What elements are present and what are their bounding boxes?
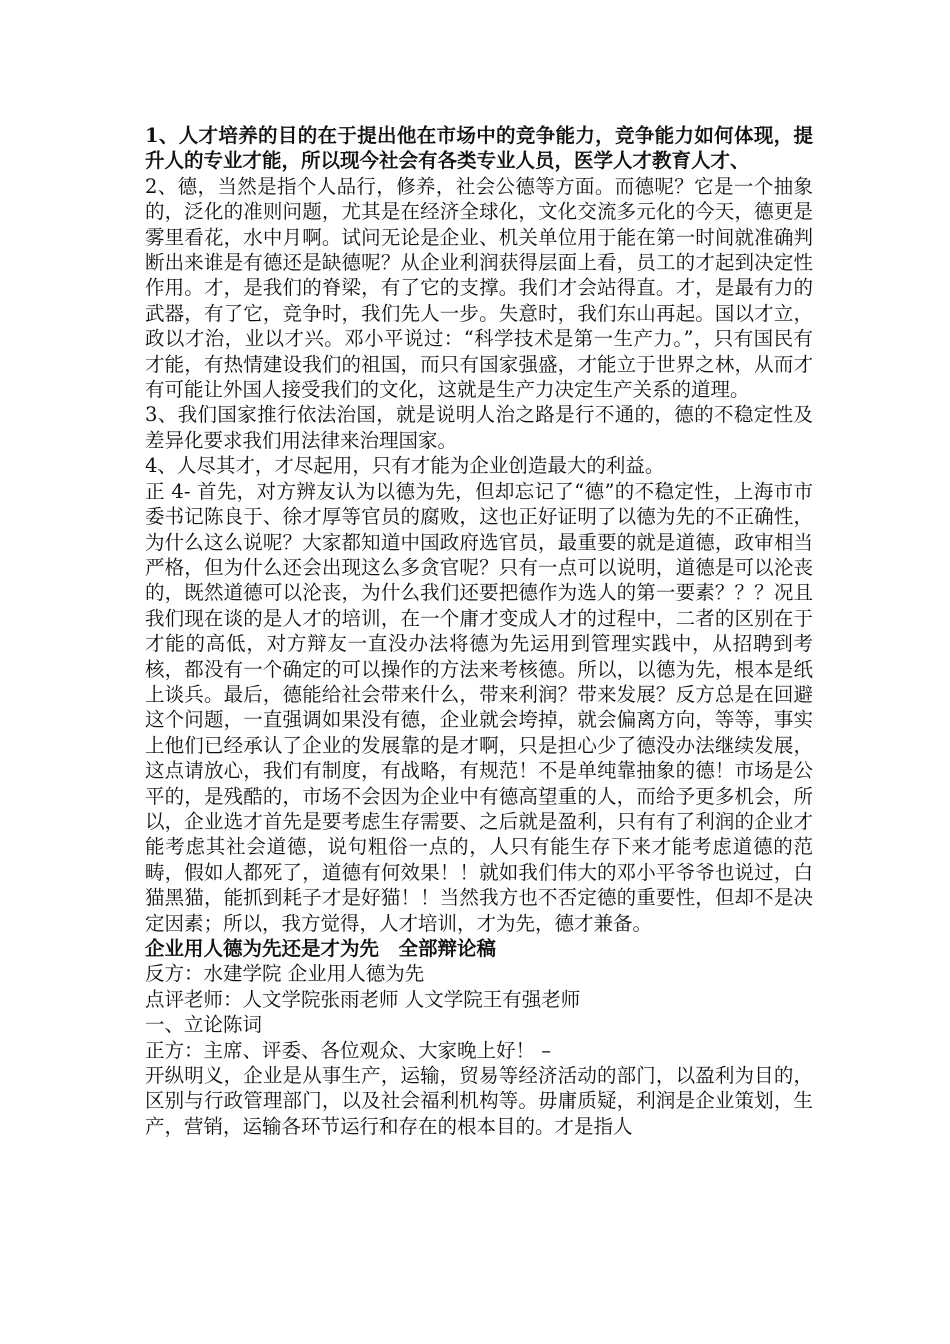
reviewers-line: 点评老师：人文学院张雨老师 人文学院王有强老师	[145, 987, 581, 1011]
opposing-side-line: 反方：水建学院 企业用人德为先	[145, 962, 425, 986]
paragraph-3: 3、我们国家推行依法治国，就是说明人治之路是行不通的，德的不稳定性及差异化要求我们用法律来治理国家。	[145, 403, 813, 452]
document-body	[145, 123, 813, 1139]
section-title: 企业用人德为先还是才为先 全部辩论稿	[145, 937, 497, 960]
subsection-heading: 一、立论陈词	[145, 1013, 263, 1037]
paragraph-1: 1、人才培养的目的在于提出他在市场中的竞争能力，竞争能力如何体现，提升人的专业才能，所以现今社会有各类专业人员，医学人才教育人才、	[145, 124, 813, 173]
paragraph-2: 2、德，当然是指个人品行，修养，社会公德等方面。而德呢？它是一个抽象的，泛化的准则问题，尤其是在经济全球化，文化交流多元化的今天，德更是雾里看花，水中月啊。试问无论是企业、机关单位用于能在第一时间就准确判断出来谁是有德还是缺德呢？从企业利润获得层面上看，员工的才起到决定性作用。才，是我们的脊梁，有了它的支撑。我们才会站得直。才，是最有力的武器，有了它，竞争时，我们先人一步。失意时，我们东山再起。国以才立，政以才治，业以才兴。邓小平说过：“科学技术是第一生产力。”，只有国民有才能，有热情建设我们的祖国，而只有国家强盛，才能立于世界之林，从而才有可能让外国人接受我们的文化，这就是生产力决定生产关系的道理。	[145, 174, 813, 402]
paragraph-4: 4、人尽其才，才尽起用，只有才能为企业创造最大的利益。	[145, 454, 665, 478]
greeting-line: 正方：主席、评委、各位观众、大家晚上好！ –	[145, 1038, 551, 1062]
paragraph-rebuttal: 正 4- 首先，对方辨友认为以德为先，但却忘记了“德”的不稳定性，上海市市委书记陈良于、徐才厚等官员的腐败，这也正好证明了以德为先的不正确性，为什么这么说呢？大家都知道中国政府选官员，最重要的就是道德，政审相当严格，但为什么还会出现这么多贪官呢？只有一点可以说明，道德是可以沦丧的，既然道德可以沦丧，为什么我们还要把德作为选人的第一要素？？？况且我们现在谈的是人才的培训，在一个庸才变成人才的过程中，二者的区别在于才能的高低，对方辩友一直没办法将德为先运用到管理实践中，从招聘到考核，都没有一个确定的可以操作的方法来考核德。所以，以德为先，根本是纸上谈兵。最后，德能给社会带来什么，带来利润？带来发展？反方总是在回避这个问题，一直强调如果没有德，企业就会垮掉，就会偏离方向，等等，事实上他们已经承认了企业的发展靠的是才啊，只是担心少了德没办法继续发展，这点请放心，我们有制度，有战略，有规范！不是单纯靠抽象的德！市场是公平的，是残酷的，市场不会因为企业中有德高望重的人，而给予更多机会，所以，企业选才首先是要考虑生存需要、之后就是盈利，只有有了利润的企业才能考虑其社会道德，说句粗俗一点的，人只有能生存下来才能考虑道德的范畴，假如人都死了，道德有何效果！！就如我们伟大的邓小平爷爷也说过，白猫黑猫，能抓到耗子才是好猫！！当然我方也不否定德的重要性，但却不是决定因素；所以，我方觉得，人才培训，才为先，德才兼备。	[145, 479, 813, 935]
opening-paragraph: 开纵明义，企业是从事生产，运输，贸易等经济活动的部门，以盈利为目的，区别与行政管理部门，以及社会福利机构等。毋庸质疑，利润是企业策划，生产，营销，运输各环节运行和存在的根本目的。才是指人	[145, 1064, 813, 1138]
